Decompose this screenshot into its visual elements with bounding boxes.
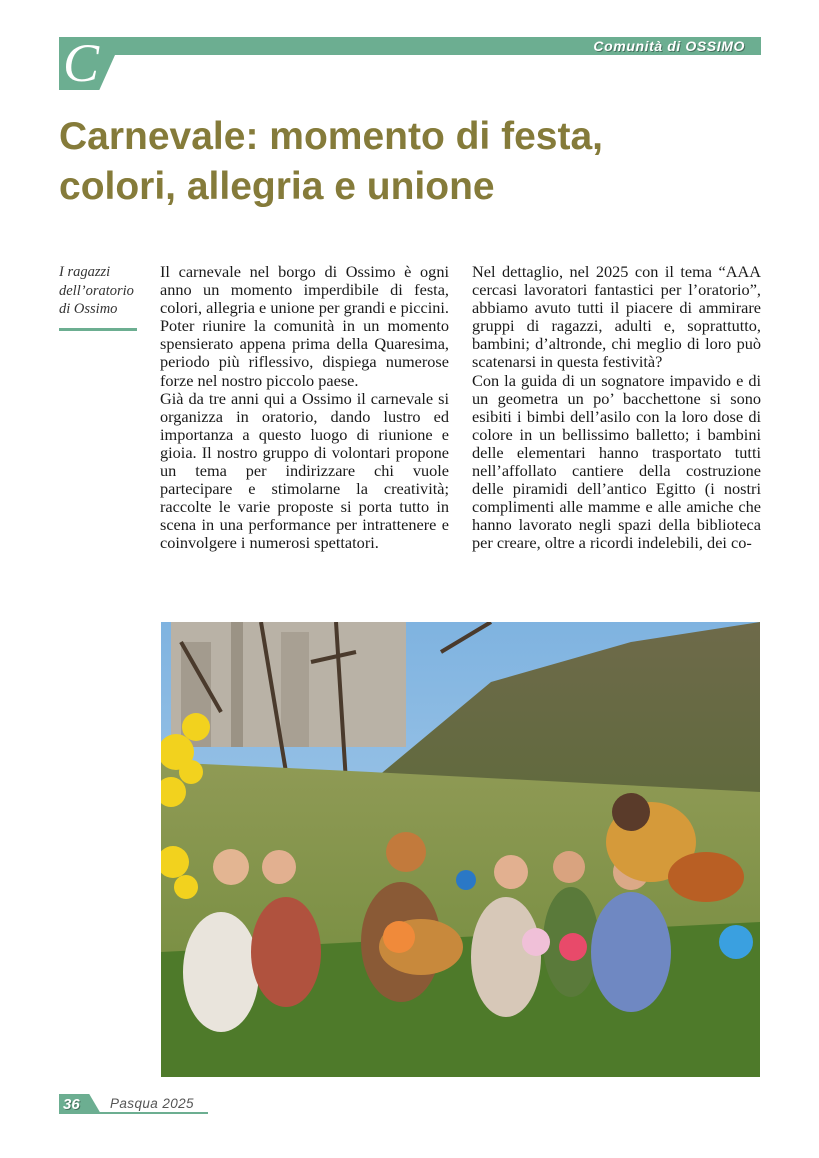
photo-caption [59, 263, 151, 319]
caption-line-1: I ragazzi [59, 264, 111, 280]
caption-rule [59, 328, 137, 331]
title-line-1: Carnevale: momento di festa, [59, 115, 603, 158]
article-title [59, 112, 759, 212]
paragraph: Il carnevale nel borgo di Ossimo è ogni anno un momento imperdibile di festa, colori, allegria e unione per grandi e piccini. Poter riunire la comunità in un momento spensierato appena prima della Quaresima, periodo più riflessivo, dispiega numerose forze nel nostro piccolo paese. [160, 262, 449, 390]
header-bar [59, 37, 761, 55]
footer-rule [100, 1112, 208, 1114]
photo-illustration [161, 622, 760, 1077]
paragraph: Con la guida di un sognatore impavido e di un geometra un po’ bacchettone si sono esibiti i bimbi dell’asilo con la loro dose di colore in un bellissimo balletto; i bambini delle elementari hanno trasportato tutti nell’affollato cantiere della costruzione delle piramidi dell’antico Egitto (i nostri complimenti alle mamme e alle amiche che hanno lavorato negli spazi della biblioteca per creare, oltre a ricordi indelebili, dei co- [472, 370, 761, 553]
issue-label: Pasqua 2025 [110, 1096, 194, 1111]
article-column-2 [472, 263, 761, 553]
caption-line-3: di Ossimo [59, 301, 118, 317]
section-title: Comunità di OSSIMO [593, 38, 745, 54]
section-letter: C [63, 33, 100, 93]
title-line-2: colori, allegria e unione [59, 165, 495, 208]
paragraph: Già da tre anni qui a Ossimo il carnevale si organizza in oratorio, dando lustro ed importanza a questo luogo di riunione e gioia. Il nostro gruppo di volontari propone un tema per indirizzare chi vuole partecipare e stimolarne la creatività; raccolte le varie proposte si porta tutto in scena in una performance per intrattenere e coinvolgere i numerosi spettatori. [160, 388, 449, 553]
paragraph: Nel dettaglio, nel 2025 con il tema “AAA cercasi lavoratori fantastici per l’oratorio”, abbiamo avuto tutti il piacere di ammirare gruppi di ragazzi, adulti e, soprattutto, bambini; d’altronde, chi meglio di loro può scatenarsi in questa festività? [472, 262, 761, 372]
article-column-1 [160, 263, 449, 553]
caption-line-2: dell’oratorio [59, 282, 134, 299]
carnival-group-photo [161, 622, 760, 1077]
page-number: 36 [63, 1096, 80, 1113]
